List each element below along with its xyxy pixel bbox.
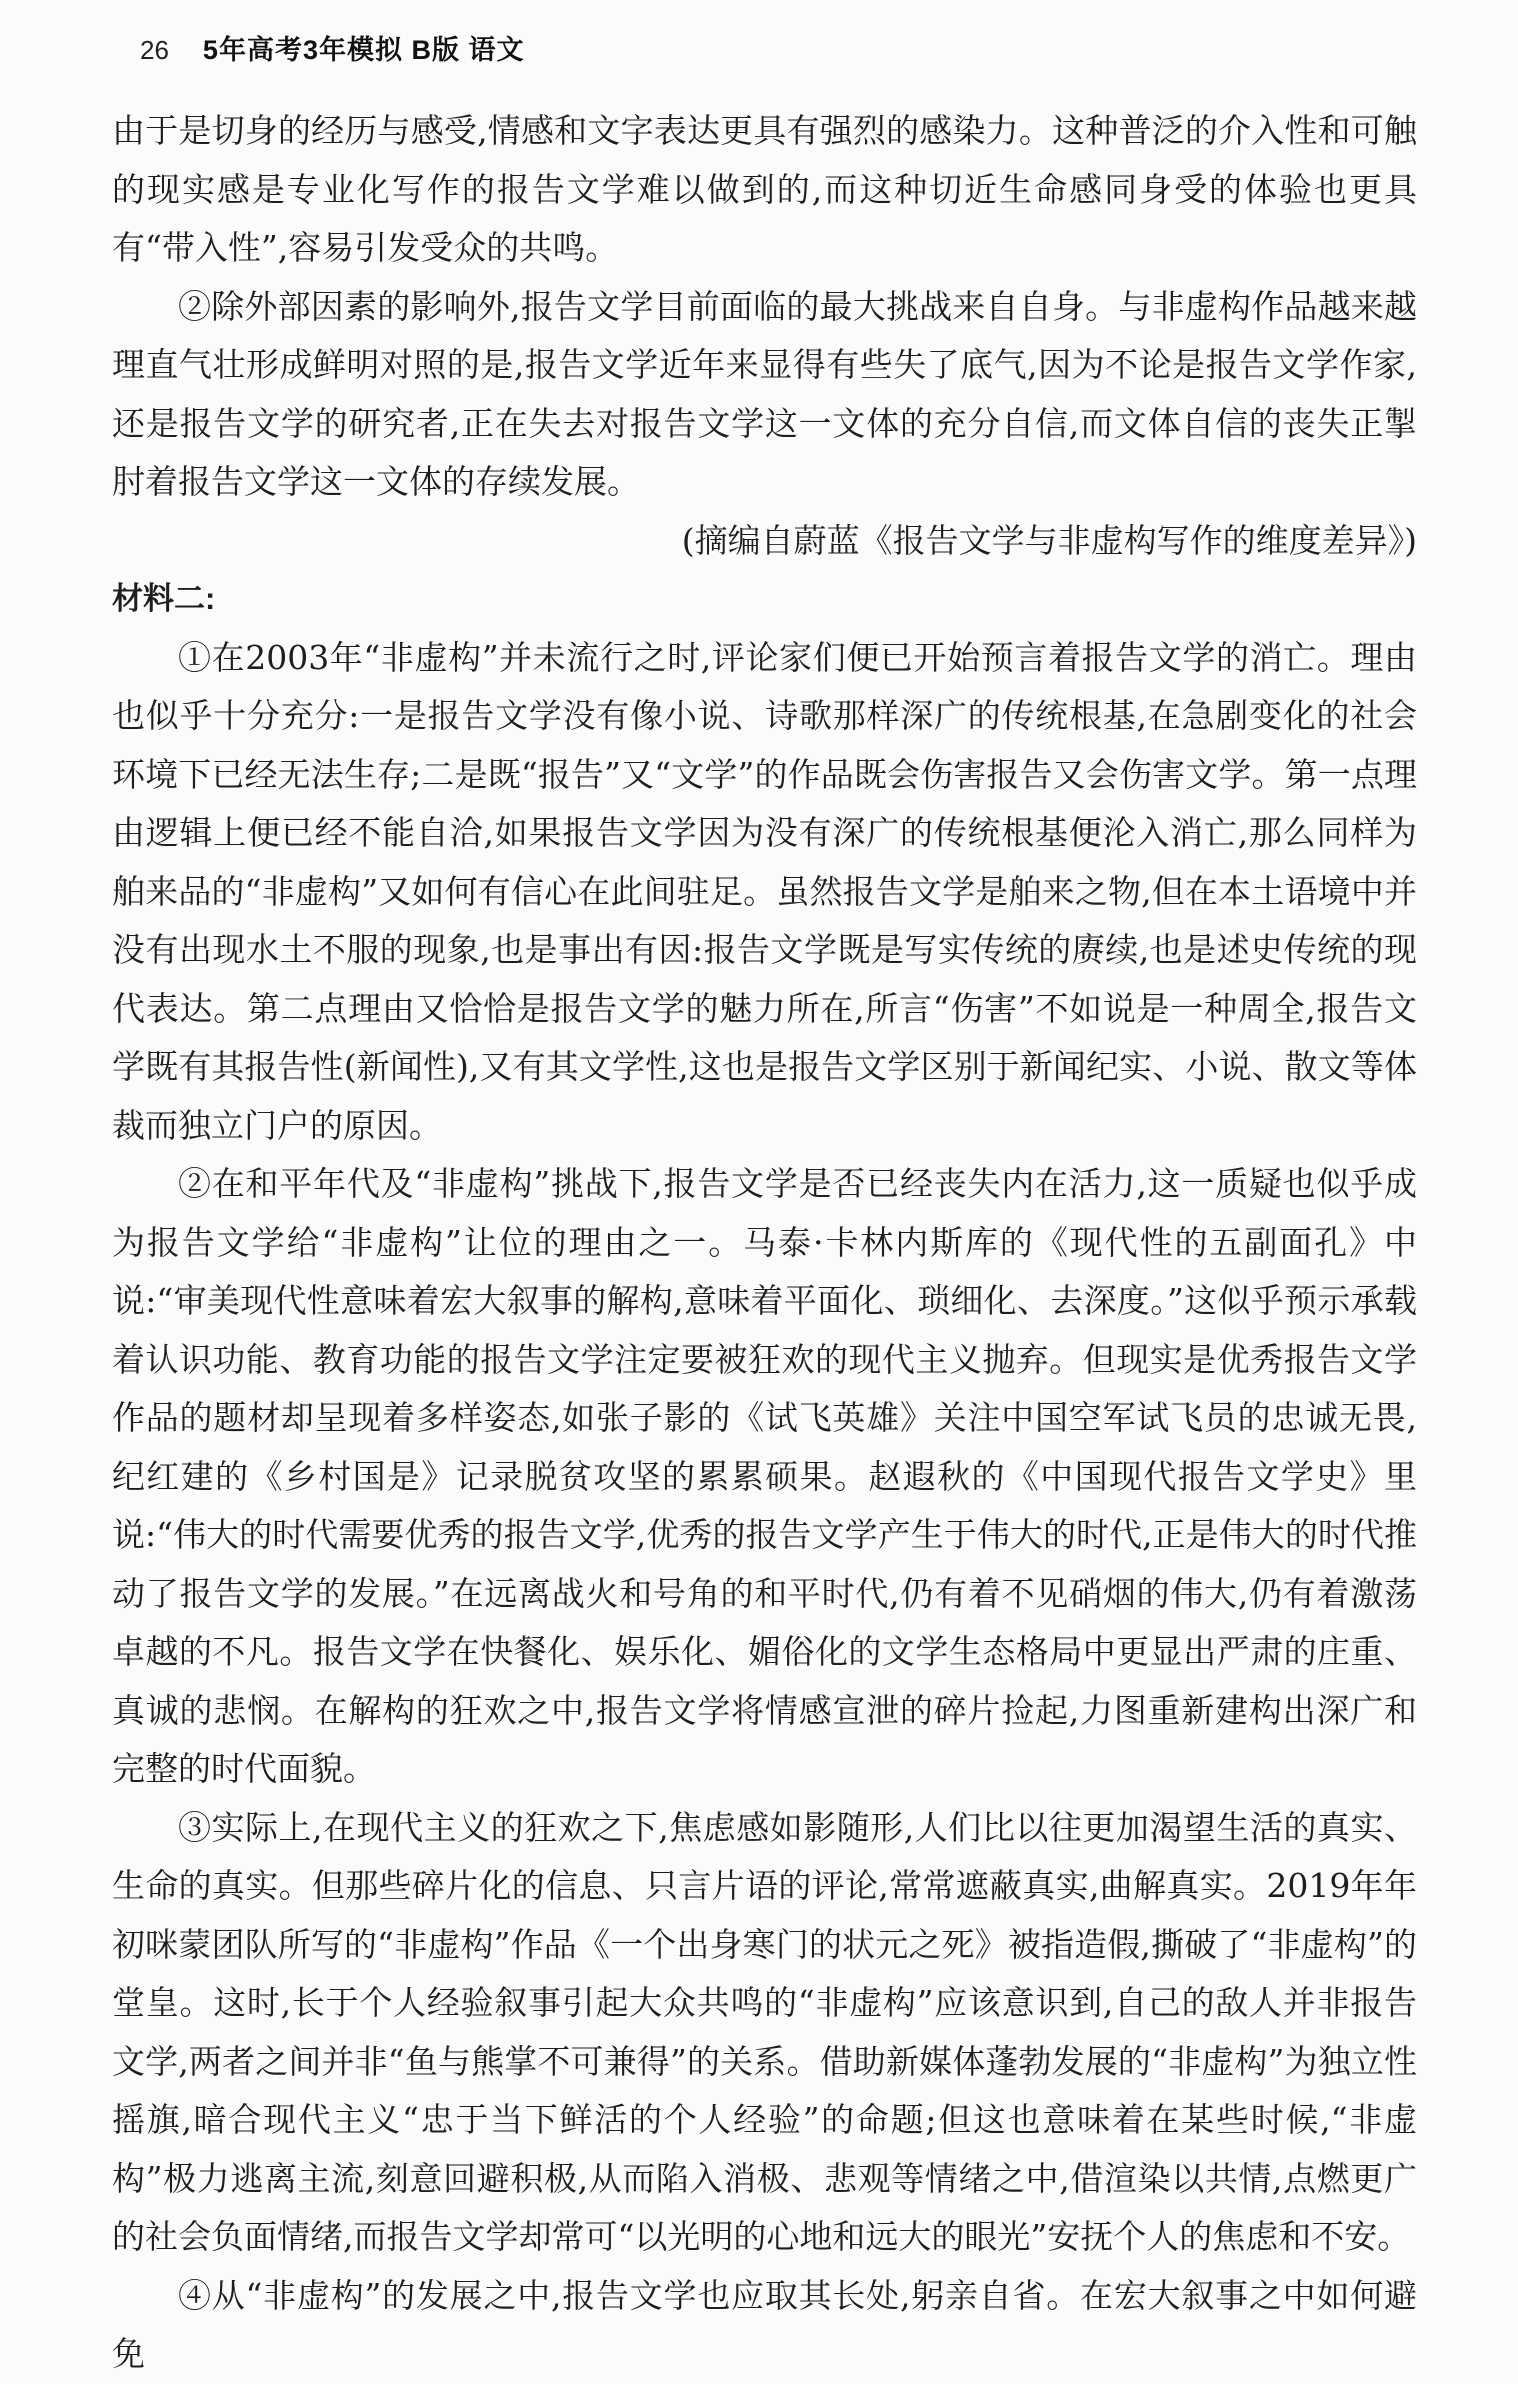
material-2-paragraph-3: ③实际上,在现代主义的狂欢之下,焦虑感如影随形,人们比以往更加渴望生活的真实、生命的真实。但那些碎片化的信息、只言片语的评论,常常遮蔽真实,曲解真实。2019年年初咪蒙团队所写的“非虚构”作品《一个出身寒门的状元之死》被指造假,撕破了“非虚构”的堂皇。这时,长于个人经验叙事引起大众共鸣的“非虚构”应该意识到,自己的敌人并非报告文学,两者之间并非“鱼与熊掌不可兼得”的关系。借助新媒体蓬勃发展的“非虚构”为独立性摇旗,暗合现代主义“忠于当下鲜活的个人经验”的命题;但这也意味着在某些时候,“非虚构”极力逃离主流,刻意回避积极,从而陷入消极、悲观等情绪之中,借渲染以共情,点燃更广的社会负面情绪,而报告文学却常可“以光明的心地和远大的眼光”安抚个人的焦虑和不安。 bbox=[112, 1807, 1417, 2256]
source-citation: (摘编自蔚蓝《报告文学与非虚构写作的维度差异》) bbox=[681, 520, 1417, 560]
material-2-paragraph-1: ①在2003年“非虚构”并未流行之时,评论家们便已开始预言着报告文学的消亡。理由也似乎十分充分:一是报告文学没有像小说、诗歌那样深广的传统根基,在急剧变化的社会环境下已经无法生存;二是既“报告”又“文学”的作品既会伤害报告又会伤害文学。第一点理由逻辑上便已经不能自洽,如果报告文学因为没有深广的传统根基便沦入消亡,那么同样为舶来品的“非虚构”又如何有信心在此间驻足。虽然报告文学是舶来之物,但在本土语境中并没有出现水土不服的现象,也是事出有因:报告文学既是写实传统的赓续,也是述史传统的现代表达。第二点理由又恰恰是报告文学的魅力所在,所言“伤害”不如说是一种周全,报告文学既有其报告性(新闻性),又有其文学性,这也是报告文学区别于新闻纪实、小说、散文等体裁而独立门户的原因。 bbox=[112, 637, 1417, 1145]
paragraph-continued: 由于是切身的经历与感受,情感和文字表达更具有强烈的感染力。这种普泛的介入性和可触的现实感是专业化写作的报告文学难以做到的,而这种切近生命感同身受的体验也更具有“带入性”,容易引发受众的共鸣。 bbox=[112, 111, 1417, 267]
material-2-heading: 材料二: bbox=[112, 581, 216, 616]
material-2-paragraph-4: ④从“非虚构”的发展之中,报告文学也应取其长处,躬亲自省。在宏大叙事之中如何避免 bbox=[112, 2275, 1417, 2373]
page-header bbox=[140, 28, 524, 67]
article-body bbox=[112, 102, 1417, 2384]
paragraph-2: ②除外部因素的影响外,报告文学目前面临的最大挑战来自自身。与非虚构作品越来越理直气壮形成鲜明对照的是,报告文学近年来显得有些失了底气,因为不论是报告文学作家,还是报告文学的研究者,正在失去对报告文学这一文体的充分自信,而文体自信的丧失正掣肘着报告文学这一文体的存续发展。 bbox=[112, 286, 1417, 501]
material-2-paragraph-2: ②在和平年代及“非虚构”挑战下,报告文学是否已经丧失内在活力,这一质疑也似乎成为报告文学给“非虚构”让位的理由之一。马泰·卡林内斯库的《现代性的五副面孔》中说:“审美现代性意味着宏大叙事的解构,意味着平面化、琐细化、去深度。”这似乎预示承载着认识功能、教育功能的报告文学注定要被狂欢的现代主义抛弃。但现实是优秀报告文学作品的题材却呈现着多样姿态,如张子影的《试飞英雄》关注中国空军试飞员的忠诚无畏,纪红建的《乡村国是》记录脱贫攻坚的累累硕果。赵遐秋的《中国现代报告文学史》里说:“伟大的时代需要优秀的报告文学,优秀的报告文学产生于伟大的时代,正是伟大的时代推动了报告文学的发展。”在远离战火和号角的和平时代,仍有着不见硝烟的伟大,仍有着激荡卓越的不凡。报告文学在快餐化、娱乐化、媚俗化的文学生态格局中更显出严肃的庄重、真诚的悲悯。在解构的狂欢之中,报告文学将情感宣泄的碎片捡起,力图重新建构出深广和完整的时代面貌。 bbox=[112, 1164, 1417, 1788]
page-number: 26 bbox=[140, 35, 169, 65]
book-title: 5年高考3年模拟 B版 语文 bbox=[202, 35, 525, 65]
